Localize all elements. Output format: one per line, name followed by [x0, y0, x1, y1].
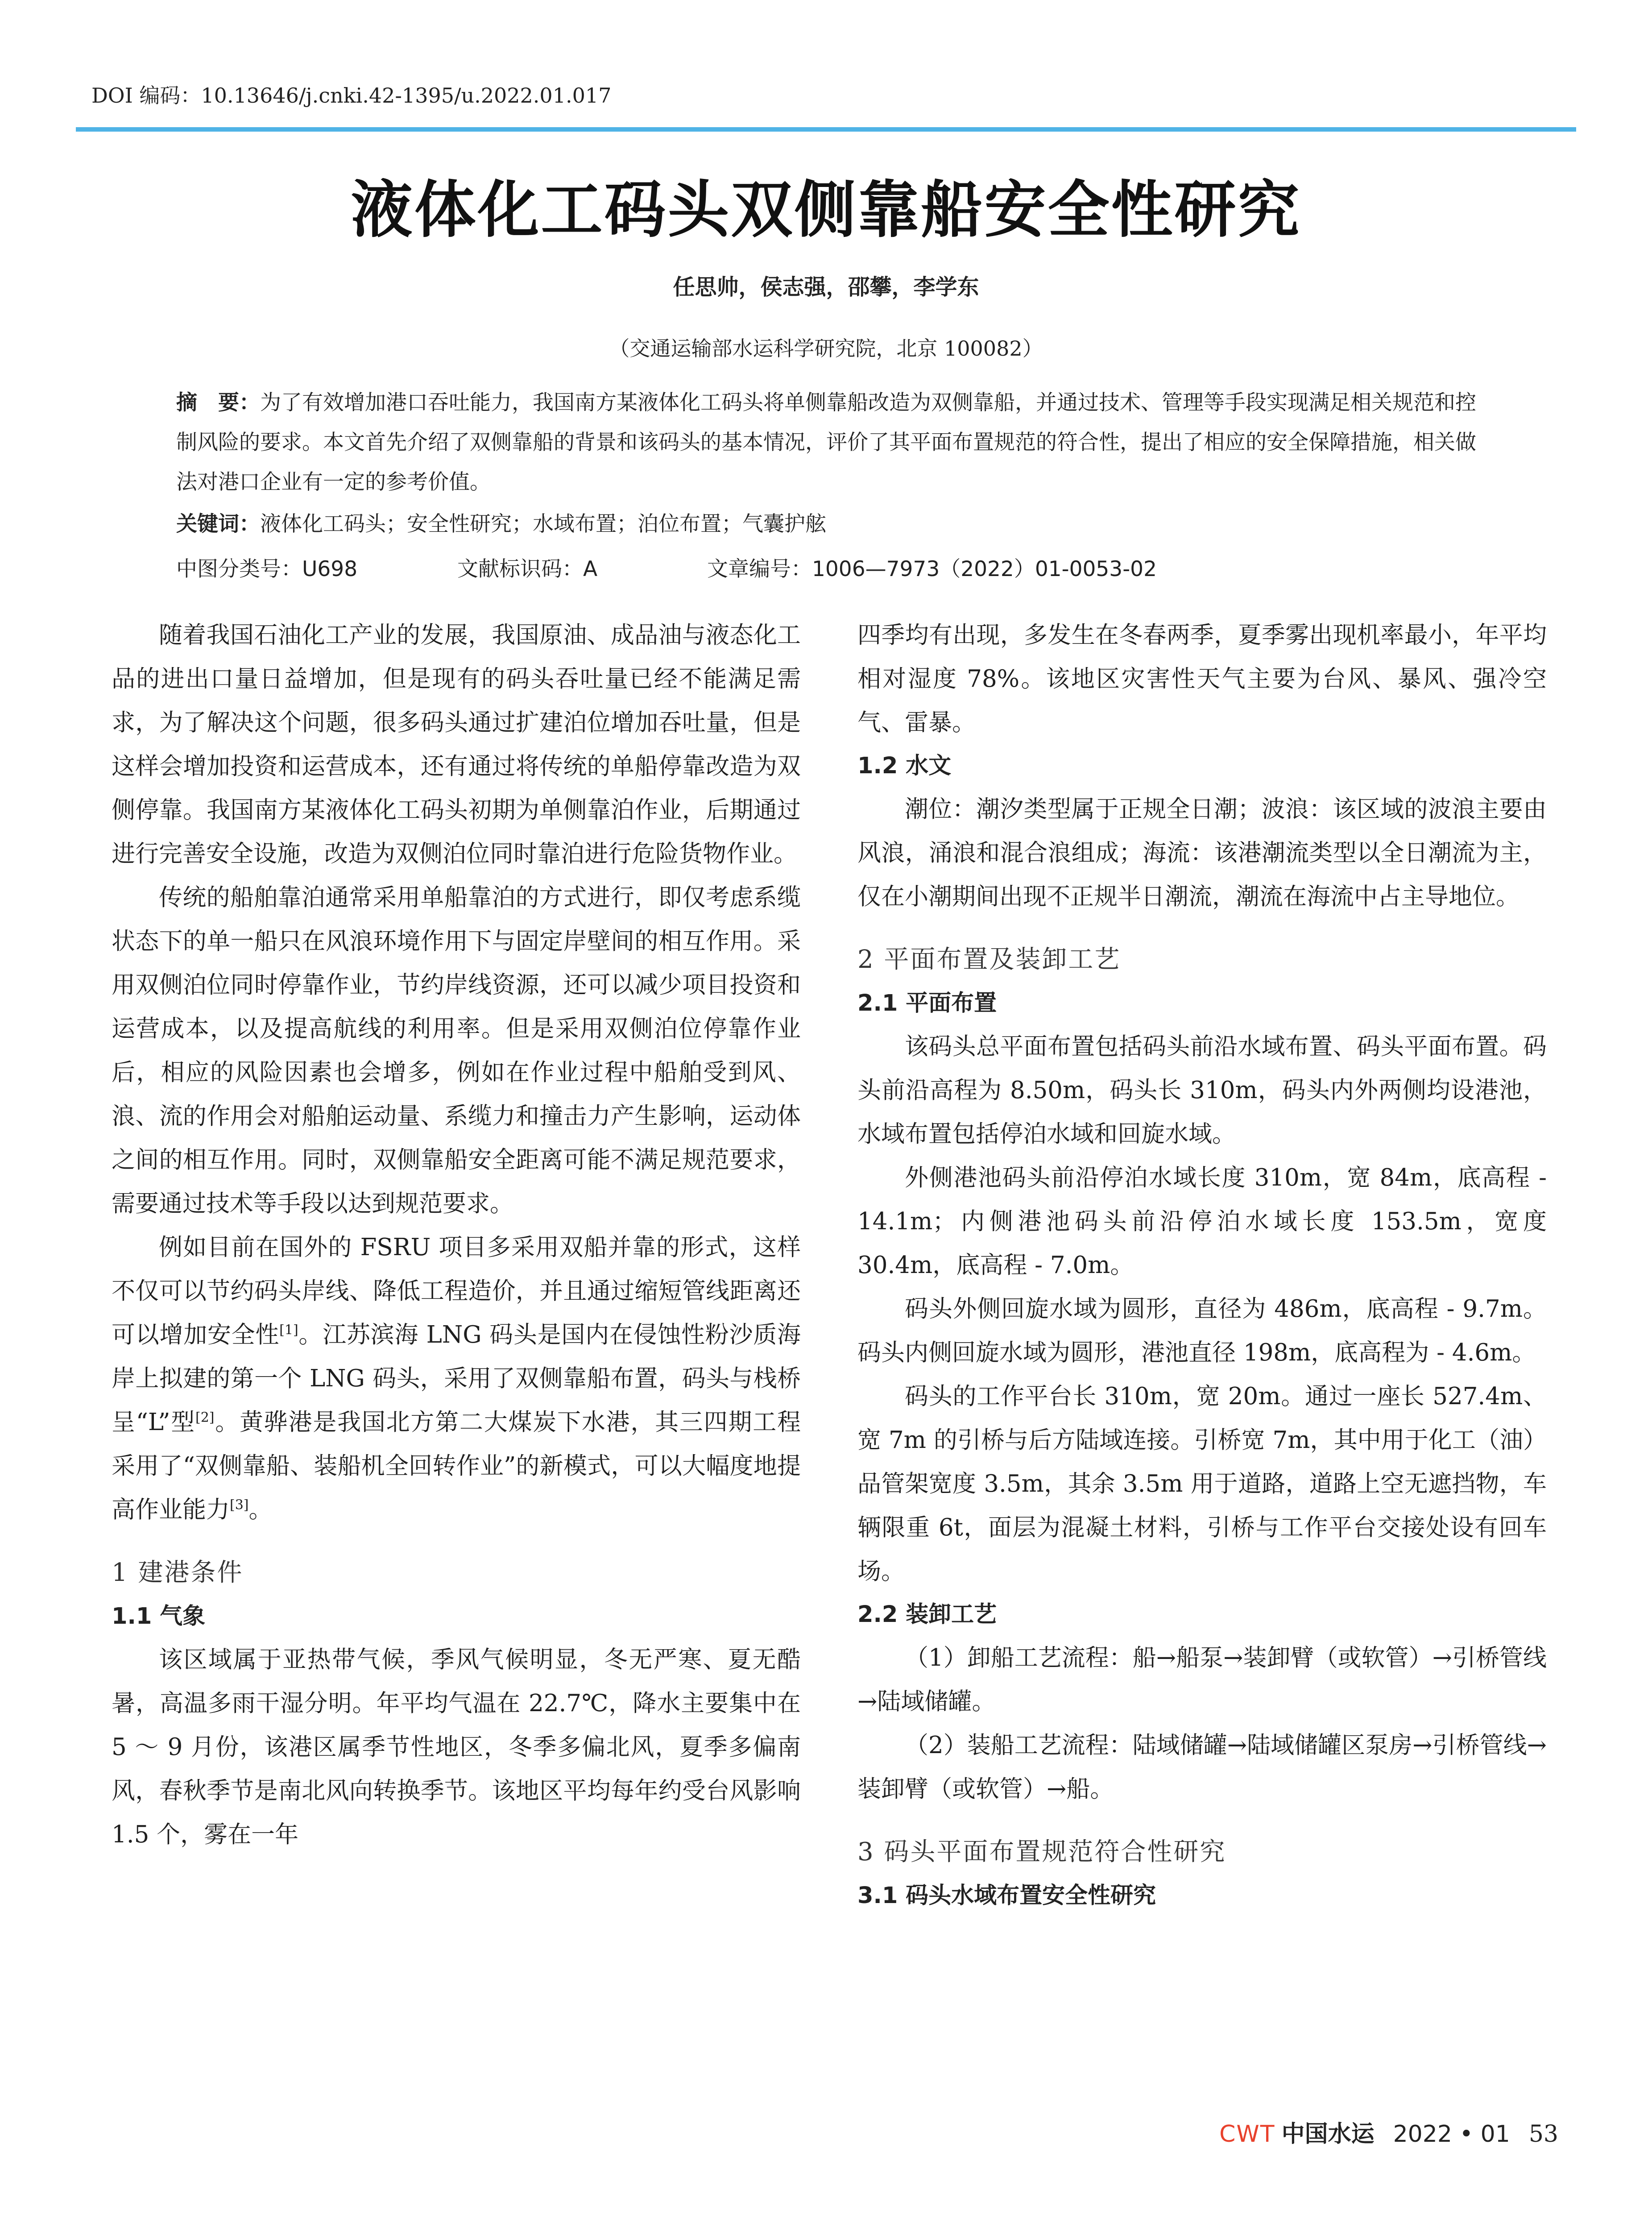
section-2-1-paragraph-2: 外侧港池码头前沿停泊水域长度 310m，宽 84m，底高程 - 14.1m；内侧港池码头前沿停泊水域长度 153.5m，宽度 30.4m，底高程 - 7.0m。 [857, 1164, 1547, 1279]
section-1-1-text: 该区域属于亚热带气候，季风气候明显，冬无严寒、夏无酷暑，高温多雨干湿分明。年平均气温在 22.7℃，降水主要集中在 5 ～ 9 月份，该港区属季节性地区，冬季多偏北风，夏季多偏南风，春秋季节是南北风向转换季节。该地区平均每年约受台风影响 1.5 个，雾在一年 [112, 1646, 801, 1848]
intro-paragraph-2: 传统的船舶靠泊通常采用单船靠泊的方式进行，即仅考虑系缆状态下的单一船只在风浪环境作用下与固定岸壁间的相互作用。采用双侧泊位同时停靠作业，节约岸线资源，还可以减少项目投资和运营成本，以及提高航线的利用率。但是采用双侧泊位停靠作业后，相应的风险因素也会增多，例如在作业过程中船舶受到风、浪、流的作用会对船舶运动量、系缆力和撞击力产生影响，运动体之间的相互作用。同时，双侧靠船安全距离可能不满足规范要求，需要通过技术等手段以达到规范要求。 [112, 884, 801, 1217]
document-code: 文献标识码：A [457, 557, 598, 581]
intro-p3-part-a: 例如目前在国外的 FSRU 项目多采用双船并靠的形式，这样不仅可以节约码头岸线、降低工程造价，并且通过缩短管线距离还可以增加安全性 [112, 1234, 801, 1348]
section-2-1-paragraph-1: 该码头总平面布置包括码头前沿水域布置、码头平面布置。码头前沿高程为 8.50m，码头长 310m，码头内外两侧均设港池，水域布置包括停泊水域和回旋水域。 [857, 1033, 1547, 1148]
issue-number: 2022 • 01 [1393, 2121, 1510, 2148]
section-1-2-text: 潮位：潮汐类型属于正规全日潮；波浪：该区域的波浪主要由风浪，涌浪和混合浪组成；海流：该港潮流类型以全日潮流为主，仅在小潮期间出现不正规半日潮流，潮流在海流中占主导地位。 [857, 796, 1547, 910]
section-2-1-heading: 2.1 平面布置 [857, 990, 997, 1016]
section-2-2-heading: 2.2 装卸工艺 [857, 1601, 997, 1628]
section-2-2-paragraph-1: （1）卸船工艺流程：船→船泵→装卸臂（或软管）→引桥管线→陆域储罐。 [857, 1644, 1547, 1715]
section-1-1-continued: 四季均有出现，多发生在冬春两季，夏季雾出现机率最小，年平均相对湿度 78%。该地区灾害性天气主要为台风、暴风、强冷空气、雷暴。 [857, 622, 1547, 736]
citation-1: [1] [279, 1322, 298, 1338]
page-number: 53 [1528, 2121, 1558, 2148]
right-column-content [857, 614, 1547, 1917]
section-2-1-paragraph-3: 码头外侧回旋水域为圆形，直径为 486m，底高程 - 9.7m。码头内侧回旋水域为圆形，港池直径 198m，底高程为 - 4.6m。 [857, 1295, 1547, 1366]
section-2-heading: 2 平面布置及装卸工艺 [857, 945, 1121, 974]
page-footer [1219, 2115, 1558, 2148]
citation-2: [2] [195, 1410, 215, 1426]
doi-line: DOI 编码：10.13646/j.cnki.42-1395/u.2022.01.017 [91, 83, 612, 108]
intro-paragraph-3 [112, 1226, 801, 1532]
intro-p3-part-d: 。 [248, 1496, 273, 1523]
keywords-label: 关键词： [176, 512, 260, 536]
citation-3: [3] [230, 1497, 249, 1513]
authors: 任思帅，侯志强，邵攀，李学东 [673, 274, 979, 300]
section-3-1-heading: 3.1 码头水域布置安全性研究 [857, 1883, 1156, 1909]
abstract-text: 为了有效增加港口吞吐能力，我国南方某液体化工码头将单侧靠船改造为双侧靠船，并通过技术、管理等手段实现满足相关规范和控制风险的要求。本文首先介绍了双侧靠船的背景和该码头的基本情况，评价了其平面布置规范的符合性，提出了相应的安全保障措施，相关做法对港口企业有一定的参考价值。 [176, 390, 1476, 494]
intro-paragraph-1: 随着我国石油化工产业的发展，我国原油、成品油与液态化工品的进出口量日益增加，但是现有的码头吞吐量已经不能满足需求，为了解决这个问题，很多码头通过扩建泊位增加吞吐量，但是这样会增加投资和运营成本，还有通过将传统的单船停靠改造为双侧停靠。我国南方某液体化工码头初期为单侧靠泊作业，后期通过进行完善安全设施，改造为双侧泊位同时靠泊进行危险货物作业。 [112, 622, 801, 867]
section-3-heading: 3 码头平面布置规范符合性研究 [857, 1837, 1226, 1866]
section-2-2-paragraph-2: （2）装船工艺流程：陆域储罐→陆域储罐区泵房→引桥管线→装卸臂（或软管）→船。 [857, 1732, 1547, 1803]
affiliation: （交通运输部水运科学研究院，北京 100082） [609, 336, 1043, 361]
section-1-heading: 1 建港条件 [112, 1558, 244, 1587]
section-2-1-paragraph-4: 码头的工作平台长 310m，宽 20m。通过一座长 527.4m、宽 7m 的引桥与后方陆域连接。引桥宽 7m，其中用于化工（油）品管架宽度 3.5m，其余 3.5m 用于道路，道路上空无遮挡物，车辆限重 6t，面层为混凝土材料，引桥与工作平台交接处设有回车场。 [857, 1383, 1547, 1585]
clc-number: 中图分类号：U698 [176, 557, 358, 581]
left-column [112, 614, 801, 1857]
intro-p3-part-b: 。江苏滨海 LNG 码头是国内在侵蚀性粉沙质海岸上拟建的第一个 LNG 码头，采用了双侧靠船布置，码头与栈桥呈“L”型 [112, 1321, 801, 1436]
header-rule [76, 127, 1576, 132]
abstract-label: 摘 要： [176, 390, 260, 415]
keywords-text: 液体化工码头；安全性研究；水域布置；泊位布置；气囊护舷 [260, 512, 826, 536]
section-1-2-heading: 1.2 水文 [857, 753, 952, 779]
intro-p3-part-c: 。黄骅港是我国北方第二大煤炭下水港，其三四期工程采用了“双侧靠船、装船机全回转作业”的新模式，可以大幅度地提高作业能力 [112, 1409, 801, 1523]
paper-title: 液体化工码头双侧靠船安全性研究 [351, 174, 1301, 246]
journal-logo: CWT [1219, 2121, 1275, 2148]
abstract [176, 383, 1483, 502]
article-number: 文章编号：1006—7973（2022）01-0053-02 [707, 557, 1157, 581]
keywords [176, 507, 1483, 537]
section-1-1-heading: 1.1 气象 [112, 1603, 206, 1630]
journal-name: 中国水运 [1281, 2121, 1375, 2148]
